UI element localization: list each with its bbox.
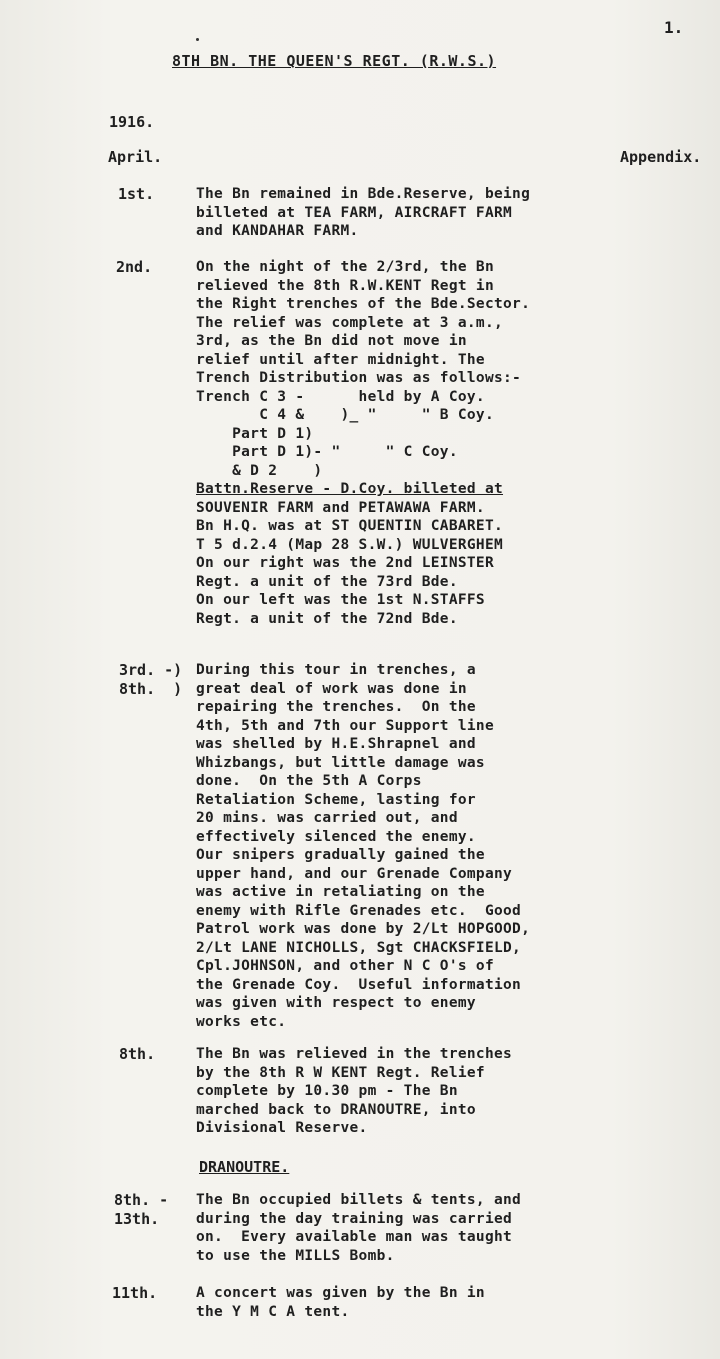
- entry-line: Whizbangs, but little damage was: [196, 754, 485, 771]
- entry-date: 3rd. -) 8th. ): [119, 661, 183, 698]
- entry-line: Regt. a unit of the 72nd Bde.: [196, 610, 458, 627]
- entry-line: On our right was the 2nd LEINSTER: [196, 555, 494, 571]
- entry-line: The Bn was relieved in the trenches: [196, 1046, 513, 1062]
- entry-line: Bn H.Q. was at ST QUENTIN CABARET.: [196, 518, 504, 534]
- entry-line: works etc.: [196, 1013, 287, 1030]
- page-number: 1.: [664, 18, 684, 37]
- entry-line: complete by 10.30 pm - The Bn: [196, 1083, 458, 1099]
- entry-line: C 4 & )_ " " B Coy.: [196, 407, 494, 423]
- entry-line: SOUVENIR FARM and PETAWAWA FARM.: [196, 499, 485, 516]
- entry-date: 8th.: [119, 1045, 156, 1063]
- year-label: 1916.: [109, 113, 155, 131]
- entry-line: 4th, 5th and 7th our Support line: [196, 717, 494, 734]
- entry-line: the Grenade Coy. Useful information: [196, 976, 522, 993]
- entry-line: was shelled by H.E.Shrapnel and: [196, 736, 476, 752]
- entry-line: enemy with Rifle Grenades etc. Good: [196, 902, 522, 919]
- entry-line: was given with respect to enemy: [196, 995, 476, 1011]
- entry-line: effectively silenced the enemy.: [196, 828, 476, 845]
- entry-line: upper hand, and our Grenade Company: [196, 865, 513, 882]
- entry-line: relief until after midnight. The: [196, 351, 485, 368]
- entry-line: Trench Distribution was as follows:-: [196, 370, 522, 386]
- entry-line: Part D 1)- " " C Coy.: [196, 444, 458, 460]
- entry-line: On the night of the 2/3rd, the Bn: [196, 259, 494, 275]
- month-label: April.: [108, 148, 163, 166]
- entry-line: & D 2 ): [196, 462, 323, 479]
- page-title: 8TH BN. THE QUEEN'S REGT. (R.W.S.): [172, 52, 497, 70]
- entry-line: repairing the trenches. On the: [196, 699, 476, 715]
- entry-line: During this tour in trenches, a: [196, 662, 476, 678]
- entry-line: relieved the 8th R.W.KENT Regt in: [196, 277, 494, 294]
- entry-line: On our left was the 1st N.STAFFS: [196, 592, 485, 608]
- entry-line: The relief was complete at 3 a.m.,: [196, 314, 504, 331]
- entry-line: during the day training was carried: [196, 1210, 513, 1227]
- entry-text: [196, 1045, 711, 1138]
- entry-text: [196, 661, 711, 1031]
- entry-line: Retaliation Scheme, lasting for: [196, 791, 476, 808]
- entry-date: 2nd.: [116, 258, 153, 276]
- entry-line: by the 8th R W KENT Regt. Relief: [196, 1064, 485, 1081]
- entry-line: Part D 1): [196, 425, 314, 442]
- entry-line: and KANDAHAR FARM.: [196, 223, 359, 239]
- entry-line: 20 mins. was carried out, and: [196, 810, 458, 826]
- entry-line: on. Every available man was taught: [196, 1229, 513, 1245]
- entry-line: Trench C 3 - held by A Coy.: [196, 388, 485, 405]
- entry-line: The Bn remained in Bde.Reserve, being: [196, 186, 531, 202]
- entry-line: A concert was given by the Bn in: [196, 1285, 485, 1301]
- entry-line: great deal of work was done in: [196, 680, 467, 697]
- entry-line: billeted at TEA FARM, AIRCRAFT FARM: [196, 204, 513, 221]
- entry-text: [196, 1191, 711, 1265]
- entry-line: Patrol work was done by 2/Lt HOPGOOD,: [196, 921, 531, 937]
- ink-mark: [196, 38, 199, 41]
- entry-line: Regt. a unit of the 73rd Bde.: [196, 573, 458, 590]
- section-heading: DRANOUTRE.: [199, 1158, 290, 1176]
- entry-date: 1st.: [118, 185, 155, 203]
- entry-line: Cpl.JOHNSON, and other N C O's of: [196, 958, 494, 974]
- entry-line: the Y M C A tent.: [196, 1303, 350, 1320]
- entry-date: 8th. - 13th.: [114, 1191, 169, 1228]
- entry-line: the Right trenches of the Bde.Sector.: [196, 296, 531, 312]
- entry-text: [196, 1284, 711, 1321]
- entry-line: marched back to DRANOUTRE, into: [196, 1101, 476, 1118]
- entry-line: 3rd, as the Bn did not move in: [196, 333, 467, 349]
- entry-line: done. On the 5th A Corps: [196, 773, 422, 789]
- entry-line: was active in retaliating on the: [196, 884, 485, 900]
- appendix-column-header: Appendix.: [620, 148, 702, 166]
- entry-line: 2/Lt LANE NICHOLLS, Sgt CHACKSFIELD,: [196, 939, 522, 956]
- entry-date: 11th.: [112, 1284, 158, 1302]
- entry-line: The Bn occupied billets & tents, and: [196, 1192, 522, 1208]
- entry-line: Our snipers gradually gained the: [196, 847, 485, 863]
- entry-line: T 5 d.2.4 (Map 28 S.W.) WULVERGHEM: [196, 536, 504, 553]
- entry-text: [196, 258, 711, 628]
- entry-line: Battn.Reserve - D.Coy. billeted at: [196, 481, 504, 497]
- entry-line: Divisional Reserve.: [196, 1120, 368, 1136]
- entry-text: [196, 185, 711, 241]
- entry-line: to use the MILLS Bomb.: [196, 1247, 395, 1264]
